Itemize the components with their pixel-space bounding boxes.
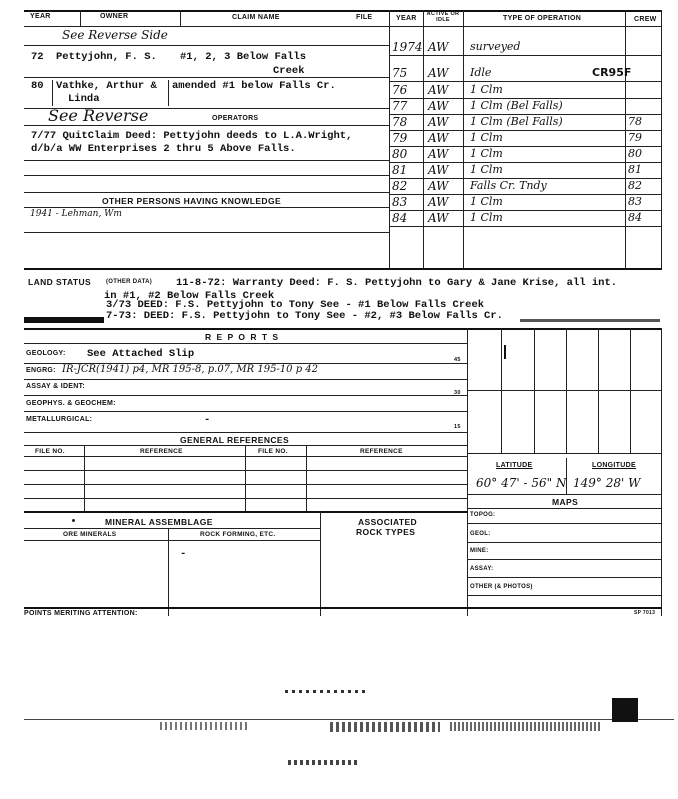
op-row-line [389, 226, 662, 227]
op-active: AW [428, 115, 449, 129]
maps-row-line [467, 559, 662, 560]
general-references-title: GENERAL REFERENCES [180, 435, 290, 445]
divider [52, 80, 53, 106]
header-year: YEAR [30, 13, 51, 20]
op-year: 79 [392, 131, 408, 145]
land-status-line-2: in #1, #2 Below Falls Creek [104, 290, 275, 302]
engrg-value: IR-JCR(1941) p4, MR 195-8, p.07, MR 195-10 p 42 [62, 364, 319, 375]
op-type: Falls Cr. Tndy [470, 179, 547, 192]
land-status-line-4: 7-73: DEED: F.S. Pettyjohn to Tony See - #2, #3 Below Falls Cr. [106, 310, 503, 322]
footer-line [24, 607, 662, 609]
handwritten-see-reverse-operators: See Reverse [48, 106, 149, 125]
rock-forming-label: ROCK FORMING, ETC. [200, 531, 276, 538]
rock-forming-dash: - [180, 548, 187, 560]
geology-label: GEOLOGY: [26, 350, 66, 357]
ops-col-divider [423, 10, 424, 268]
reports-title: R E P O R T S [205, 332, 280, 342]
row-line [24, 511, 468, 513]
op-active: AW [428, 83, 449, 97]
form-number: SP 7013 [634, 610, 656, 616]
row-line [24, 456, 468, 457]
top-border [24, 10, 662, 12]
handwritten-see-reverse: See Reverse Side [62, 28, 168, 42]
engrg-label: ENGRG: [26, 367, 56, 374]
maps-title: MAPS [552, 497, 579, 507]
op-crew: CR95F [592, 66, 632, 79]
header-bottom-line [24, 26, 662, 27]
owner-row2-name-cont: Linda [68, 93, 100, 105]
maps-row-line [467, 595, 662, 596]
gr-col-file-no-1: FILE NO. [35, 448, 65, 455]
divider [168, 80, 169, 106]
bullet-dot [72, 519, 75, 522]
land-status-label: LAND STATUS [28, 277, 92, 287]
row-line [24, 192, 390, 193]
land-status-top [24, 268, 662, 270]
maps-row-label: GEOL: [470, 531, 491, 537]
handwritten-mark [504, 345, 506, 359]
maps-row-label: TOPOG: [470, 512, 496, 518]
owner-row1-claim-cont: Creek [273, 65, 305, 77]
owner-row1-name: Pettyjohn, F. S. [56, 51, 157, 63]
row-line [24, 175, 390, 176]
gr-col-reference-2: REFERENCE [360, 448, 403, 455]
geology-value: See Attached Slip [87, 348, 195, 360]
row-line [24, 343, 468, 344]
header-file: FILE [356, 14, 373, 21]
row-line [24, 160, 390, 161]
maps-row-line [467, 542, 662, 543]
op-type: 1 Clm [470, 131, 503, 144]
land-status-line-3: 3/73 DEED: F.S. Pettyjohn to Tony See - #1 Below Falls Creek [106, 299, 485, 311]
metallurgical-value: - [204, 414, 211, 426]
ops-col-divider [463, 10, 464, 268]
op-type: Idle [470, 66, 492, 79]
row-line [24, 45, 390, 46]
scan-noise-patch [288, 760, 358, 765]
op-active: AW [428, 147, 449, 161]
row-line [24, 540, 320, 541]
op-year: 77 [392, 99, 408, 113]
op-type: 1 Clm [470, 195, 503, 208]
divider [168, 528, 169, 616]
row-line [24, 207, 390, 208]
points-meriting-attention: POINTS MERITING ATTENTION: [24, 610, 138, 617]
operators-label: OPERATORS [212, 115, 259, 122]
header-active-idle: ACTIVE OR IDLE [426, 11, 460, 23]
ore-minerals-label: ORE MINERALS [63, 531, 117, 538]
row-line [24, 232, 390, 233]
divider [320, 511, 321, 616]
mineral-assemblage-title: MINERAL ASSEMBLAGE [105, 517, 213, 527]
op-type: 1 Clm (Bel Falls) [470, 115, 563, 128]
op-year: 82 [392, 179, 408, 193]
header-owner: OWNER [100, 13, 129, 20]
op-type: 1 Clm [470, 211, 503, 224]
scan-noise-patch [160, 722, 250, 730]
row-line [24, 379, 468, 380]
scale-30: 30 [454, 390, 461, 396]
op-active: AW [428, 211, 449, 225]
divider [180, 10, 181, 26]
op-active: AW [428, 163, 449, 177]
scan-noise-block [612, 698, 638, 722]
gr-col-reference-1: REFERENCE [140, 448, 183, 455]
row-line [24, 445, 468, 446]
op-crew: 78 [628, 115, 642, 128]
operator-line-2: d/b/a WW Enterprises 2 thru 5 Above Falls. [31, 143, 296, 155]
owner-row2-year: 80 [31, 80, 44, 92]
redaction-bar [24, 317, 104, 323]
op-row-line [389, 55, 662, 56]
op-year: 81 [392, 163, 408, 177]
row-line [24, 77, 390, 78]
row-line [24, 411, 468, 412]
op-type: 1 Clm [470, 83, 503, 96]
rock-types-label: ROCK TYPES [356, 527, 416, 537]
other-persons-entry: 1941 - Lehman, Wm [30, 209, 122, 219]
divider [80, 10, 81, 26]
op-year: 1974 [392, 40, 423, 54]
smudge-bar [520, 319, 660, 322]
op-active: AW [428, 195, 449, 209]
scan-noise-patch [450, 722, 600, 731]
op-crew: 81 [628, 163, 642, 176]
scale-45: 45 [454, 357, 461, 363]
header-type-of-operation: TYPE OF OPERATION [503, 15, 582, 22]
row-line [24, 432, 468, 433]
scan-noise-patch [330, 722, 440, 732]
op-year: 83 [392, 195, 408, 209]
maps-row-label: MINE: [470, 548, 489, 554]
maps-row-label: ASSAY: [470, 566, 494, 572]
scan-noise-patch [285, 690, 365, 693]
header-claim-name: CLAIM NAME [232, 14, 280, 21]
op-row-line [389, 81, 662, 82]
row-line [24, 470, 468, 471]
op-crew: 82 [628, 179, 642, 192]
maps-row-line [467, 577, 662, 578]
op-year: 75 [392, 66, 408, 80]
ops-left-border [389, 10, 390, 268]
op-year: 80 [392, 147, 408, 161]
longitude-label: LONGITUDE [592, 462, 636, 469]
row-line [24, 484, 468, 485]
op-active: AW [428, 131, 449, 145]
owner-row2-name: Vathke, Arthur & [56, 80, 157, 92]
grid-line [467, 390, 662, 391]
grid-line [467, 453, 662, 454]
op-year: 84 [392, 211, 408, 225]
gr-col-divider [245, 445, 246, 511]
latitude-label: LATITUDE [496, 462, 533, 469]
row-line [24, 125, 390, 126]
gr-col-divider [84, 445, 85, 511]
land-status-line-1: 11-8-72: Warranty Deed: F. S. Pettyjohn to Gary & Jane Krise, all int. [176, 277, 618, 289]
op-year: 78 [392, 115, 408, 129]
owner-row1-claim: #1, 2, 3 Below Falls [180, 51, 307, 63]
reports-right-divider [467, 328, 468, 616]
row-line [24, 498, 468, 499]
operator-line-1: 7/77 QuitClaim Deed: Pettyjohn deeds to L.A.Wright, [31, 130, 353, 142]
other-persons-label: OTHER PERSONS HAVING KNOWLEDGE [102, 196, 282, 206]
geophys-label: GEOPHYS. & GEOCHEM: [26, 400, 116, 407]
op-type: 1 Clm [470, 163, 503, 176]
op-active: AW [428, 179, 449, 193]
grid-right-border [661, 328, 662, 616]
maps-row-line [467, 523, 662, 524]
row-line [467, 508, 662, 509]
op-type: 1 Clm [470, 147, 503, 160]
assay-label: ASSAY & IDENT: [26, 383, 86, 390]
op-crew: 79 [628, 131, 642, 144]
gr-col-file-no-2: FILE NO. [258, 448, 288, 455]
op-type: surveyed [470, 40, 521, 53]
owner-row2-claim: amended #1 below Falls Cr. [172, 80, 336, 92]
gr-col-divider [306, 445, 307, 511]
maps-row-label: OTHER (& PHOTOS) [470, 584, 533, 590]
op-year: 76 [392, 83, 408, 97]
associated-label: ASSOCIATED [358, 517, 418, 527]
row-line [467, 494, 662, 495]
land-status-sublabel: (OTHER DATA) [106, 279, 153, 285]
latitude-value: 60° 47' - 56" N [476, 476, 567, 490]
row-line [24, 395, 468, 396]
longitude-value: 149° 28' W [573, 476, 641, 490]
op-crew: 83 [628, 195, 642, 208]
owner-row1-year: 72 [31, 51, 44, 63]
scan-noise-line [24, 719, 674, 720]
row-line [24, 528, 320, 529]
op-crew: 80 [628, 147, 642, 160]
op-crew: 84 [628, 211, 642, 224]
ops-col-divider [625, 10, 626, 268]
ops-right-border [661, 10, 662, 268]
header-year-2: YEAR [396, 15, 417, 22]
op-type: 1 Clm (Bel Falls) [470, 99, 563, 112]
metallurgical-label: METALLURGICAL: [26, 416, 93, 423]
scale-15: 15 [454, 424, 461, 430]
op-active: AW [428, 66, 449, 80]
op-active: AW [428, 40, 449, 54]
header-crew: CREW [634, 16, 657, 23]
op-active: AW [428, 99, 449, 113]
